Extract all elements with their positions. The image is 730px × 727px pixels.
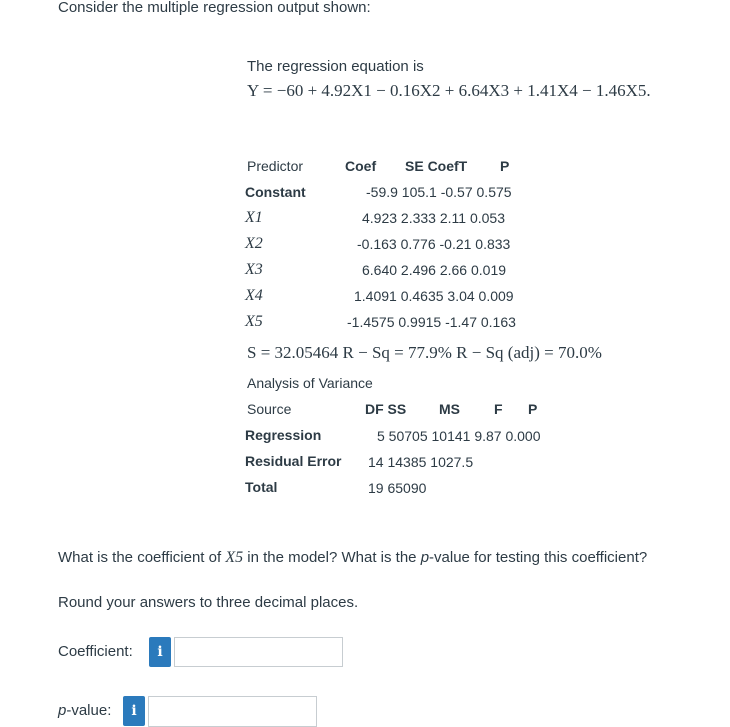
equation-title: The regression equation is <box>247 58 424 75</box>
anova-source-residual: Residual Error <box>245 453 342 469</box>
question-text <box>58 549 647 567</box>
predictor-x2: X2 <box>245 235 263 252</box>
table-row: 4.923 2.333 2.11 0.053 <box>362 210 505 226</box>
pvalue-label-rest: -value: <box>66 702 112 719</box>
pvalue-input[interactable] <box>148 696 317 727</box>
pvalue-label <box>58 702 111 719</box>
header-p: P <box>500 158 510 174</box>
predictor-x4: X4 <box>245 287 263 304</box>
question-end: -value for testing this coefficient? <box>429 549 648 566</box>
anova-header-f: F <box>494 401 503 417</box>
table-row: -1.4575 0.9915 -1.47 0.163 <box>347 314 516 330</box>
predictor-x3: X3 <box>245 261 263 278</box>
anova-title: Analysis of Variance <box>247 375 373 391</box>
table-row: -59.9 105.1 -0.57 0.575 <box>366 184 512 200</box>
anova-source-regression: Regression <box>245 427 322 443</box>
coefficient-info-icon[interactable]: i <box>149 637 171 667</box>
pvalue-info-icon[interactable]: i <box>123 696 145 726</box>
pvalue-label-italic: p <box>58 702 67 719</box>
regression-equation: Y = −60 + 4.92X1 − 0.16X2 + 6.64X3 + 1.41X4 − 1.46X5. <box>247 81 651 100</box>
intro-text: Consider the multiple regression output shown: <box>58 0 371 16</box>
instruction-text: Round your answers to three decimal places. <box>58 594 359 611</box>
header-se-coeft: SE CoefT <box>405 158 468 174</box>
question-pre: What is the coefficient of <box>58 549 226 566</box>
table-row: 14 14385 1027.5 <box>368 454 474 470</box>
coefficient-input[interactable] <box>174 637 343 667</box>
anova-header-source: Source <box>247 401 292 417</box>
question-p-word: p <box>420 549 430 566</box>
table-row: 5 50705 10141 9.87 0.000 <box>377 428 541 444</box>
predictor-x1: X1 <box>245 209 263 226</box>
anova-header-ms: MS <box>439 401 460 417</box>
anova-header-p: P <box>528 401 538 417</box>
header-coef: Coef <box>345 158 377 174</box>
table-row: 1.4091 0.4635 3.04 0.009 <box>354 288 514 304</box>
header-predictor: Predictor <box>247 158 304 174</box>
anova-source-total: Total <box>245 479 278 495</box>
anova-header-dfss: DF SS <box>365 401 407 417</box>
predictor-x5: X5 <box>245 313 263 330</box>
table-row: -0.163 0.776 -0.21 0.833 <box>357 236 511 252</box>
table-row: 6.640 2.496 2.66 0.019 <box>362 262 507 278</box>
question-variable: X5 <box>225 549 244 566</box>
table-row: 19 65090 <box>368 480 427 496</box>
predictor-constant: Constant <box>245 184 306 200</box>
coefficient-label: Coefficient: <box>58 643 133 660</box>
fit-statistics: S = 32.05464 R − Sq = 77.9% R − Sq (adj) = 70.0% <box>247 343 602 362</box>
question-post: in the model? What is the <box>243 549 421 566</box>
